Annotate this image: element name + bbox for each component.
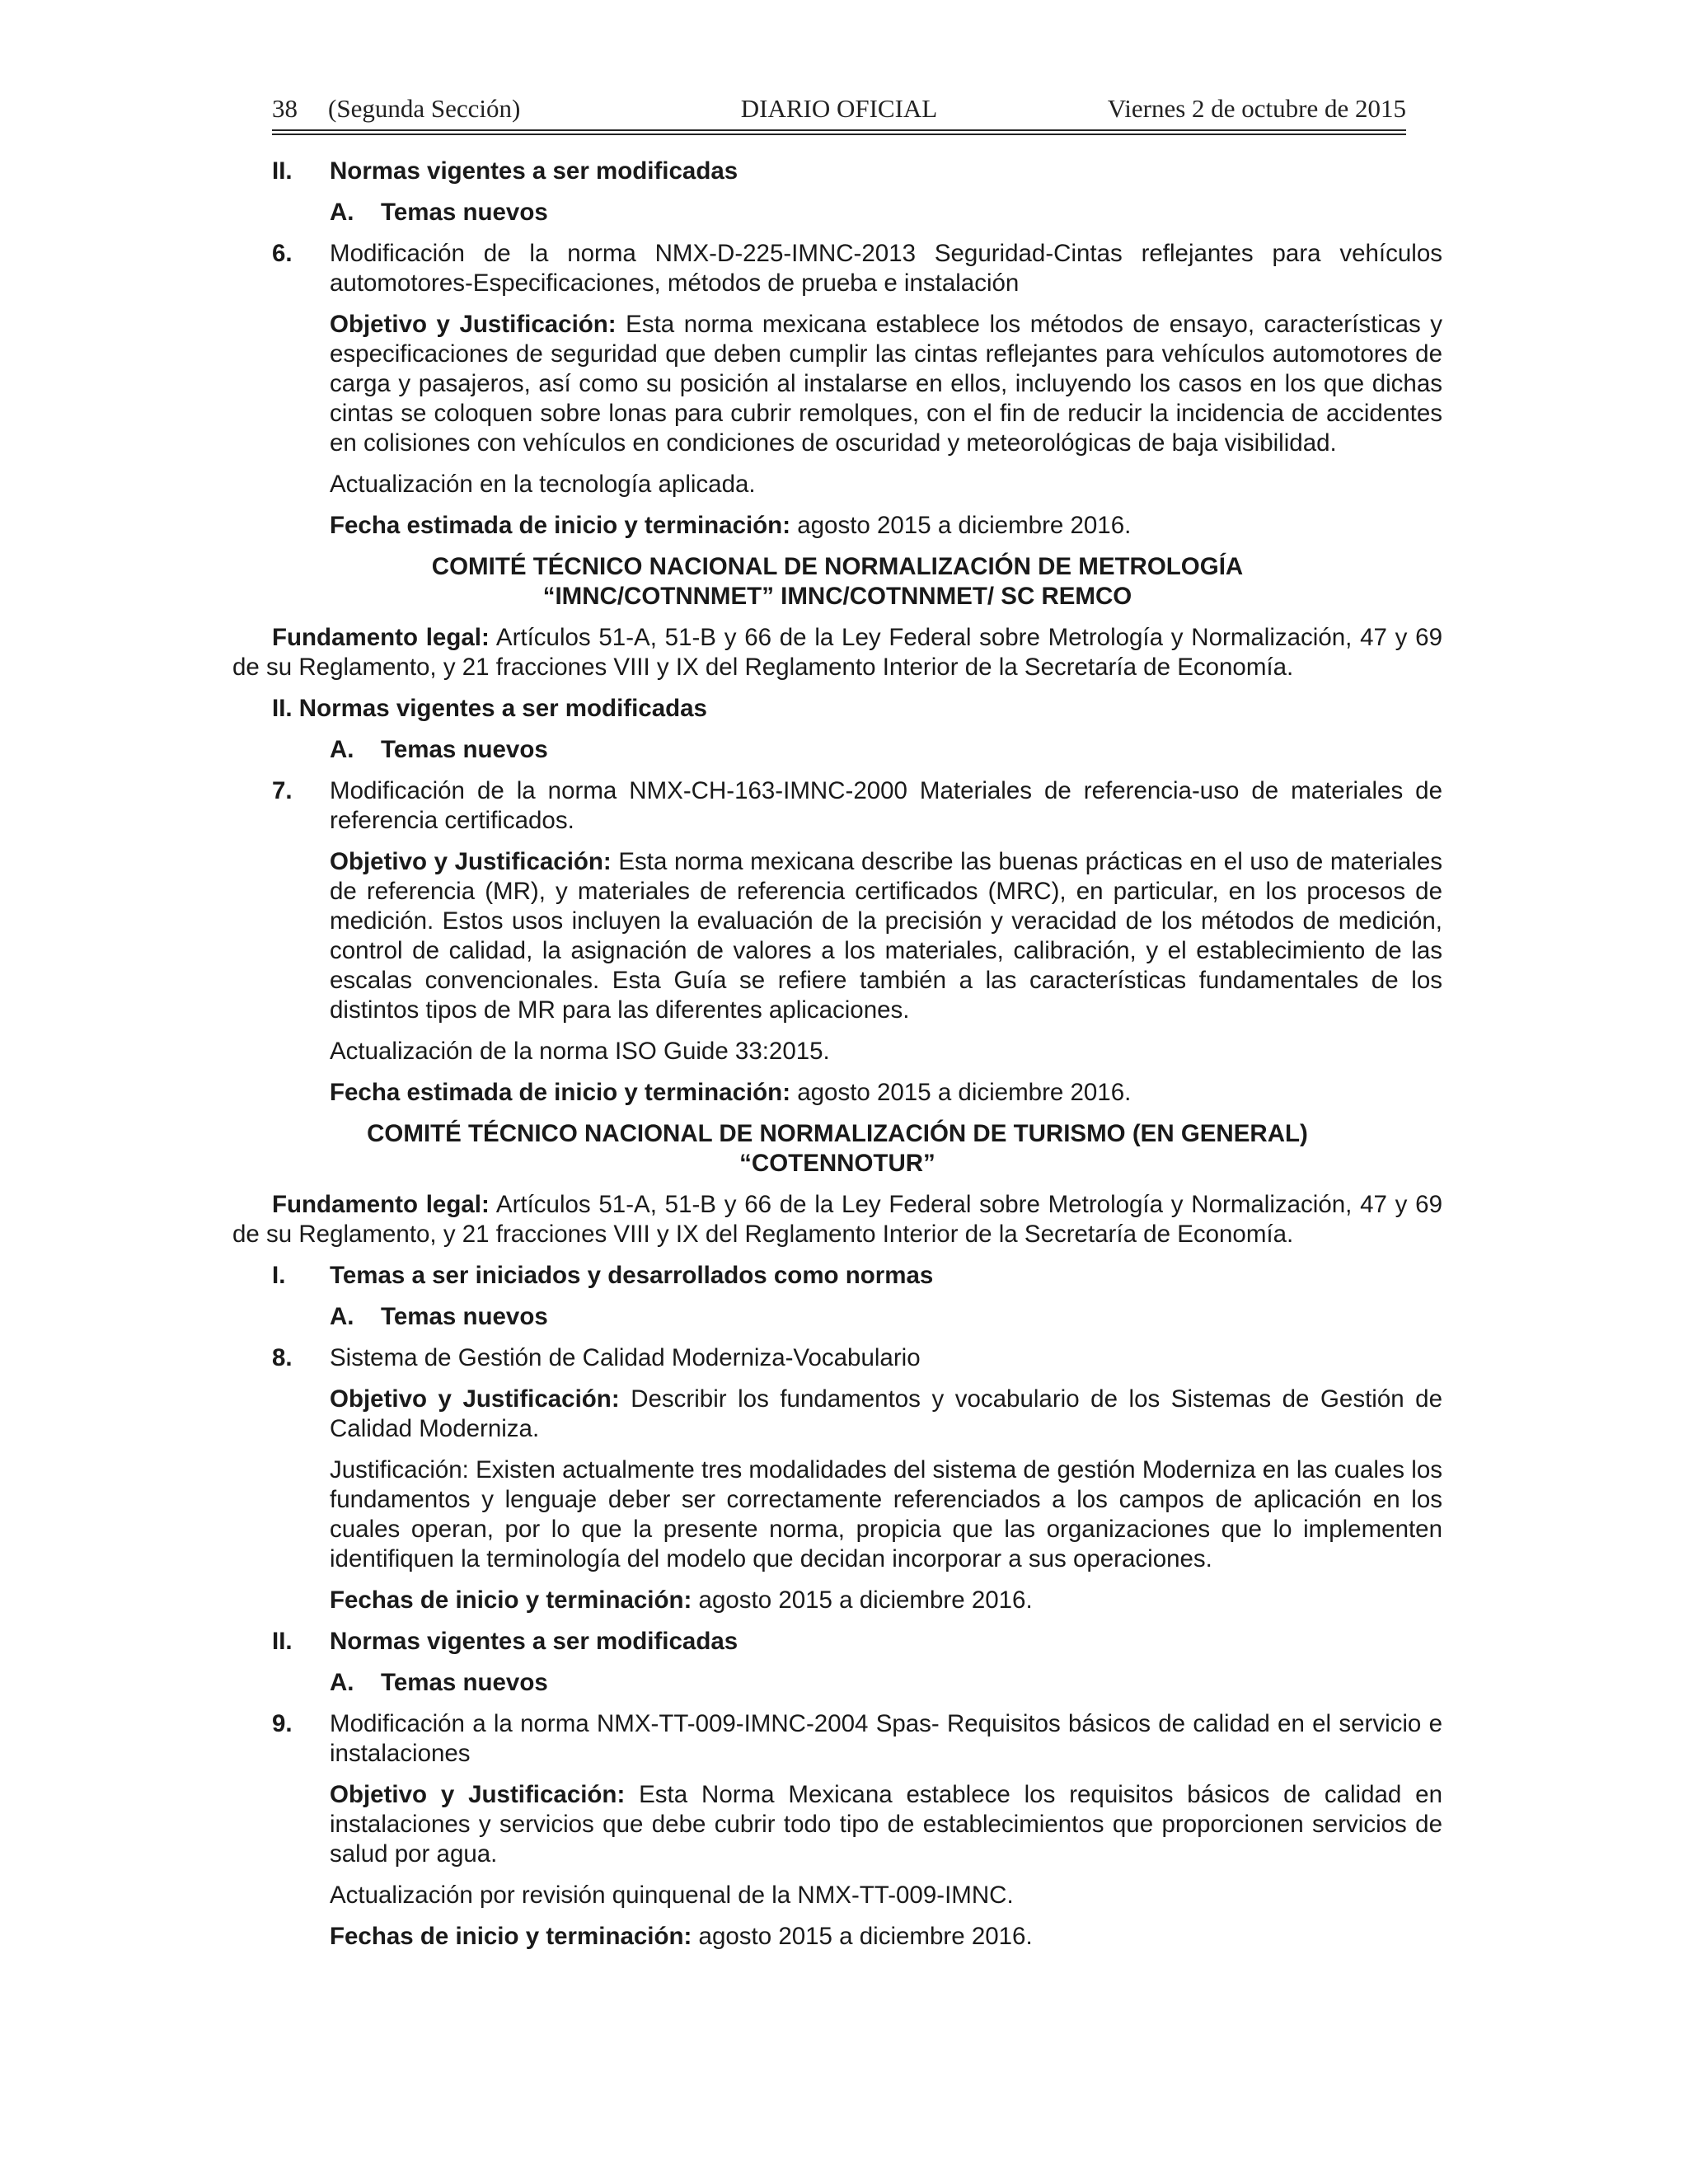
item-title: Modificación de la norma NMX-D-225-IMNC-2013 Seguridad-Cintas reflejantes para vehículos automotores-Especificaciones, métodos de prueba e instalación [330, 240, 1442, 297]
date-text: agosto 2015 a diciembre 2016. [692, 1586, 1033, 1614]
section-label: (Segunda Sección) [328, 94, 521, 123]
objective-label: Objetivo y Justificación: [330, 1385, 620, 1413]
committee-code: “IMNC/COTNNMET” IMNC/COTNNMET/ SC REMCO [542, 583, 1132, 610]
section-title: Normas vigentes a ser modificadas [330, 157, 738, 185]
date-label: Fecha estimada de inicio y terminación: [330, 1079, 791, 1106]
date-label: Fechas de inicio y terminación: [330, 1923, 692, 1950]
objective-text: Esta norma mexicana describe las buenas prácticas en el uso de materiales de referencia (MR), y materiales de referencia certificados (MRC), en particular, en los procesos de medición. Estos usos incluyen la evaluación de la precisión y veracidad de los métodos de medición, control de calidad, la asignación de valores a los materiales, calibración, y el establecimiento de las escalas convencionales. Esta Guía se refiere también a las características fundamentales de los distintos tipos de MR para las diferentes aplicaciones. [330, 848, 1442, 1024]
legal-basis-label: Fundamento legal: [272, 624, 490, 651]
objective-label: Objetivo y Justificación: [330, 311, 617, 338]
norm-item [232, 1709, 1442, 1769]
subsection-letter: A. [330, 736, 354, 763]
subsection-title: Temas nuevos [381, 199, 548, 226]
objective-label: Objetivo y Justificación: [330, 1781, 626, 1808]
subsection-heading [232, 1302, 1442, 1332]
norm-item [232, 776, 1442, 836]
date-paragraph [232, 1078, 1442, 1108]
date-label: Fechas de inicio y terminación: [330, 1586, 692, 1614]
section-heading [232, 1627, 1442, 1657]
publication-title: DIARIO OFICIAL [740, 94, 938, 123]
subsection-letter: A. [330, 1303, 354, 1330]
subsection-letter: A. [330, 1669, 354, 1696]
date-paragraph [232, 1922, 1442, 1952]
page-header [272, 94, 1406, 130]
date-label: Fecha estimada de inicio y terminación: [330, 512, 791, 539]
committee-code: “COTENNOTUR” [739, 1150, 935, 1177]
item-title: Sistema de Gestión de Calidad Moderniza-Vocabulario [330, 1344, 921, 1371]
subsection-title: Temas nuevos [381, 1303, 548, 1330]
item-number: 6. [272, 240, 293, 267]
section-title: Normas vigentes a ser modificadas [330, 1628, 738, 1655]
committee-heading [232, 552, 1442, 612]
date-text: agosto 2015 a diciembre 2016. [790, 512, 1132, 539]
section-number: II. [272, 157, 293, 185]
subsection-heading [232, 735, 1442, 765]
legal-basis-text: Artículos 51-A, 51-B y 66 de la Ley Federal sobre Metrología y Normalización, 47 y 69 de su Reglamento, y 21 fracciones VIII y IX del Reglamento Interior de la Secretaría de Economía. [232, 1191, 1442, 1248]
item-number: 7. [272, 777, 293, 804]
norm-item [232, 239, 1442, 298]
committee-title: COMITÉ TÉCNICO NACIONAL DE NORMALIZACIÓN DE TURISMO (EN GENERAL) [367, 1120, 1308, 1147]
item-number: 8. [272, 1344, 293, 1371]
update-note: Actualización en la tecnología aplicada. [330, 471, 756, 498]
item-title: Modificación de la norma NMX-CH-163-IMNC-2000 Materiales de referencia-uso de materiales de referencia certificados. [330, 777, 1442, 834]
date-text: agosto 2015 a diciembre 2016. [692, 1923, 1033, 1950]
publication-date: Viernes 2 de octubre de 2015 [1107, 94, 1406, 123]
objective-paragraph [232, 1385, 1442, 1444]
date-text: agosto 2015 a diciembre 2016. [790, 1079, 1132, 1106]
committee-title: COMITÉ TÉCNICO NACIONAL DE NORMALIZACIÓN DE METROLOGÍA [431, 553, 1244, 580]
legal-basis-text: Artículos 51-A, 51-B y 66 de la Ley Federal sobre Metrología y Normalización, 47 y 69 de su Reglamento, y 21 fracciones VIII y IX del Reglamento Interior de la Secretaría de Economía. [232, 624, 1442, 681]
objective-text: Esta Norma Mexicana establece los requisitos básicos de calidad en instalaciones y servicios que debe cubrir todo tipo de establecimientos que proporcionen servicios de salud por agua. [330, 1781, 1442, 1868]
section-title: Temas a ser iniciados y desarrollados como normas [330, 1262, 934, 1289]
objective-label: Objetivo y Justificación: [330, 848, 612, 875]
date-paragraph [232, 511, 1442, 541]
subsection-heading [232, 1668, 1442, 1698]
committee-heading [232, 1119, 1442, 1179]
page-number: 38 [272, 94, 298, 123]
header-rule-bottom [272, 134, 1406, 135]
legal-basis-paragraph [232, 623, 1442, 682]
update-note: Actualización por revisión quinquenal de la NMX-TT-009-IMNC. [330, 1882, 1014, 1909]
update-note: Actualización de la norma ISO Guide 33:2015. [330, 1038, 830, 1065]
section-heading [232, 1261, 1442, 1291]
objective-paragraph [232, 1780, 1442, 1869]
subsection-letter: A. [330, 199, 354, 226]
header-rule-top [272, 129, 1406, 131]
section-heading [232, 157, 1442, 186]
legal-basis-label: Fundamento legal: [272, 1191, 490, 1218]
legal-basis-paragraph [232, 1190, 1442, 1249]
justification-paragraph: Justificación: Existen actualmente tres modalidades del sistema de gestión Moderniza en las cuales los fundamentos y lenguaje deber ser correctamente referenciados a los campos de aplicación en los cuales operan, por lo que la presente norma, propicia que las organizaciones que lo implementen identifiquen la terminología del modelo que decidan incorporar a sus operaciones. [330, 1456, 1442, 1572]
date-paragraph [232, 1586, 1442, 1615]
item-number: 9. [272, 1710, 293, 1737]
section-number: II. [272, 1628, 293, 1655]
objective-text: Describir los fundamentos y vocabulario de los Sistemas de Gestión de Calidad Moderniza. [330, 1385, 1442, 1442]
objective-paragraph [232, 310, 1442, 458]
document-body [232, 157, 1442, 1963]
subsection-heading [232, 198, 1442, 227]
section-heading: II. Normas vigentes a ser modificadas [272, 695, 707, 722]
subsection-title: Temas nuevos [381, 736, 548, 763]
item-title: Modificación a la norma NMX-TT-009-IMNC-2004 Spas- Requisitos básicos de calidad en el servicio e instalaciones [330, 1710, 1442, 1767]
norm-item [232, 1343, 1442, 1373]
objective-paragraph [232, 847, 1442, 1025]
subsection-title: Temas nuevos [381, 1669, 548, 1696]
objective-text: Esta norma mexicana establece los métodos de ensayo, características y especificaciones de seguridad que deben cumplir las cintas reflejantes para vehículos automotores de carga y pasajeros, así como su posición al instalarse en ellos, incluyendo los casos en los que dichas cintas se coloquen sobre lonas para cubrir remolques, con el fin de reducir la incidencia de accidentes en colisiones con vehículos en condiciones de oscuridad y meteorológicas de baja visibilidad. [330, 311, 1442, 457]
section-number: I. [272, 1262, 286, 1289]
